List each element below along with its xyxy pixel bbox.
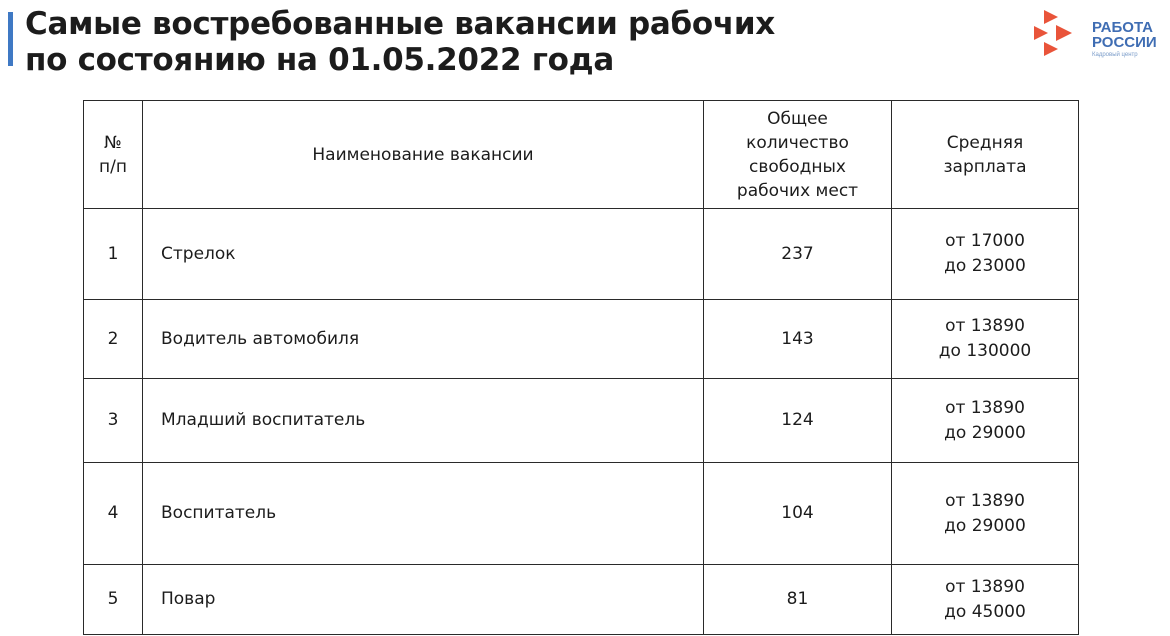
header-vacancy-name-text: Наименование вакансии: [312, 144, 534, 165]
vacancies-table: [83, 100, 1079, 635]
salary-to: до 130000: [938, 341, 1032, 361]
header-count-line: свободных: [748, 156, 846, 177]
salary-from: от 13890: [945, 490, 1025, 511]
header-count-line: Общее: [767, 108, 828, 129]
row-number: 1: [84, 209, 143, 300]
row-number: 4: [84, 463, 143, 565]
salary-from: от 17000: [945, 231, 1025, 251]
row-salary: [892, 379, 1079, 463]
rabota-rossii-arrows-icon: [1034, 8, 1086, 60]
salary-from: от 13890: [945, 576, 1025, 597]
row-number: 5: [84, 565, 143, 635]
salary-to: до 23000: [944, 256, 1026, 276]
row-vacancy-name: Водитель автомобиля: [143, 300, 704, 379]
row-vacancy-count: 104: [704, 463, 892, 565]
header-number: [84, 101, 143, 209]
header-salary-line: Средняя: [946, 132, 1024, 153]
salary-to: до 29000: [944, 422, 1026, 443]
page-title: [25, 6, 955, 78]
logo-wordmark: [1092, 20, 1157, 50]
salary-from: от 13890: [945, 316, 1025, 336]
page-title-line-2: по состоянию на 01.05.2022 года: [25, 42, 614, 78]
table-row: [84, 463, 1079, 565]
logo-line-1: РАБОТА: [1092, 19, 1154, 36]
row-vacancy-count: 237: [704, 209, 892, 300]
row-vacancy-name: Младший воспитатель: [143, 379, 704, 463]
page-title-line-1: Самые востребованные вакансии рабочих: [25, 6, 775, 42]
row-salary: [892, 300, 1079, 379]
row-salary: [892, 209, 1079, 300]
row-number: 2: [84, 300, 143, 379]
row-vacancy-name: Стрелок: [143, 209, 704, 300]
row-vacancy-count: 143: [704, 300, 892, 379]
table-row: [84, 209, 1079, 300]
header-number-line: №: [104, 132, 122, 153]
table-header-row: [84, 101, 1079, 209]
salary-to: до 45000: [944, 601, 1026, 622]
row-number: 3: [84, 379, 143, 463]
header-average-salary: [892, 101, 1079, 209]
header-salary-line: зарплата: [943, 156, 1027, 177]
row-vacancy-count: 124: [704, 379, 892, 463]
salary-to: до 29000: [944, 515, 1026, 536]
rabota-rossii-logo: [1034, 8, 1166, 62]
header-vacancy-count: [704, 101, 892, 209]
logo-subtitle: Кадровый центр: [1092, 52, 1138, 58]
table-row: [84, 565, 1079, 635]
header-vacancy-name: [143, 101, 704, 209]
row-vacancy-name: Воспитатель: [143, 463, 704, 565]
header-count-line: рабочих мест: [736, 180, 859, 201]
table-row: [84, 300, 1079, 379]
row-vacancy-count: 81: [704, 565, 892, 635]
row-salary: [892, 565, 1079, 635]
row-salary: [892, 463, 1079, 565]
title-accent-bar: [8, 12, 13, 66]
table-row: [84, 379, 1079, 463]
logo-line-2: РОССИИ: [1092, 34, 1157, 51]
salary-from: от 13890: [945, 397, 1025, 418]
header-number-line: п/п: [99, 156, 127, 177]
header-count-line: количество: [746, 132, 849, 153]
row-vacancy-name: Повар: [143, 565, 704, 635]
